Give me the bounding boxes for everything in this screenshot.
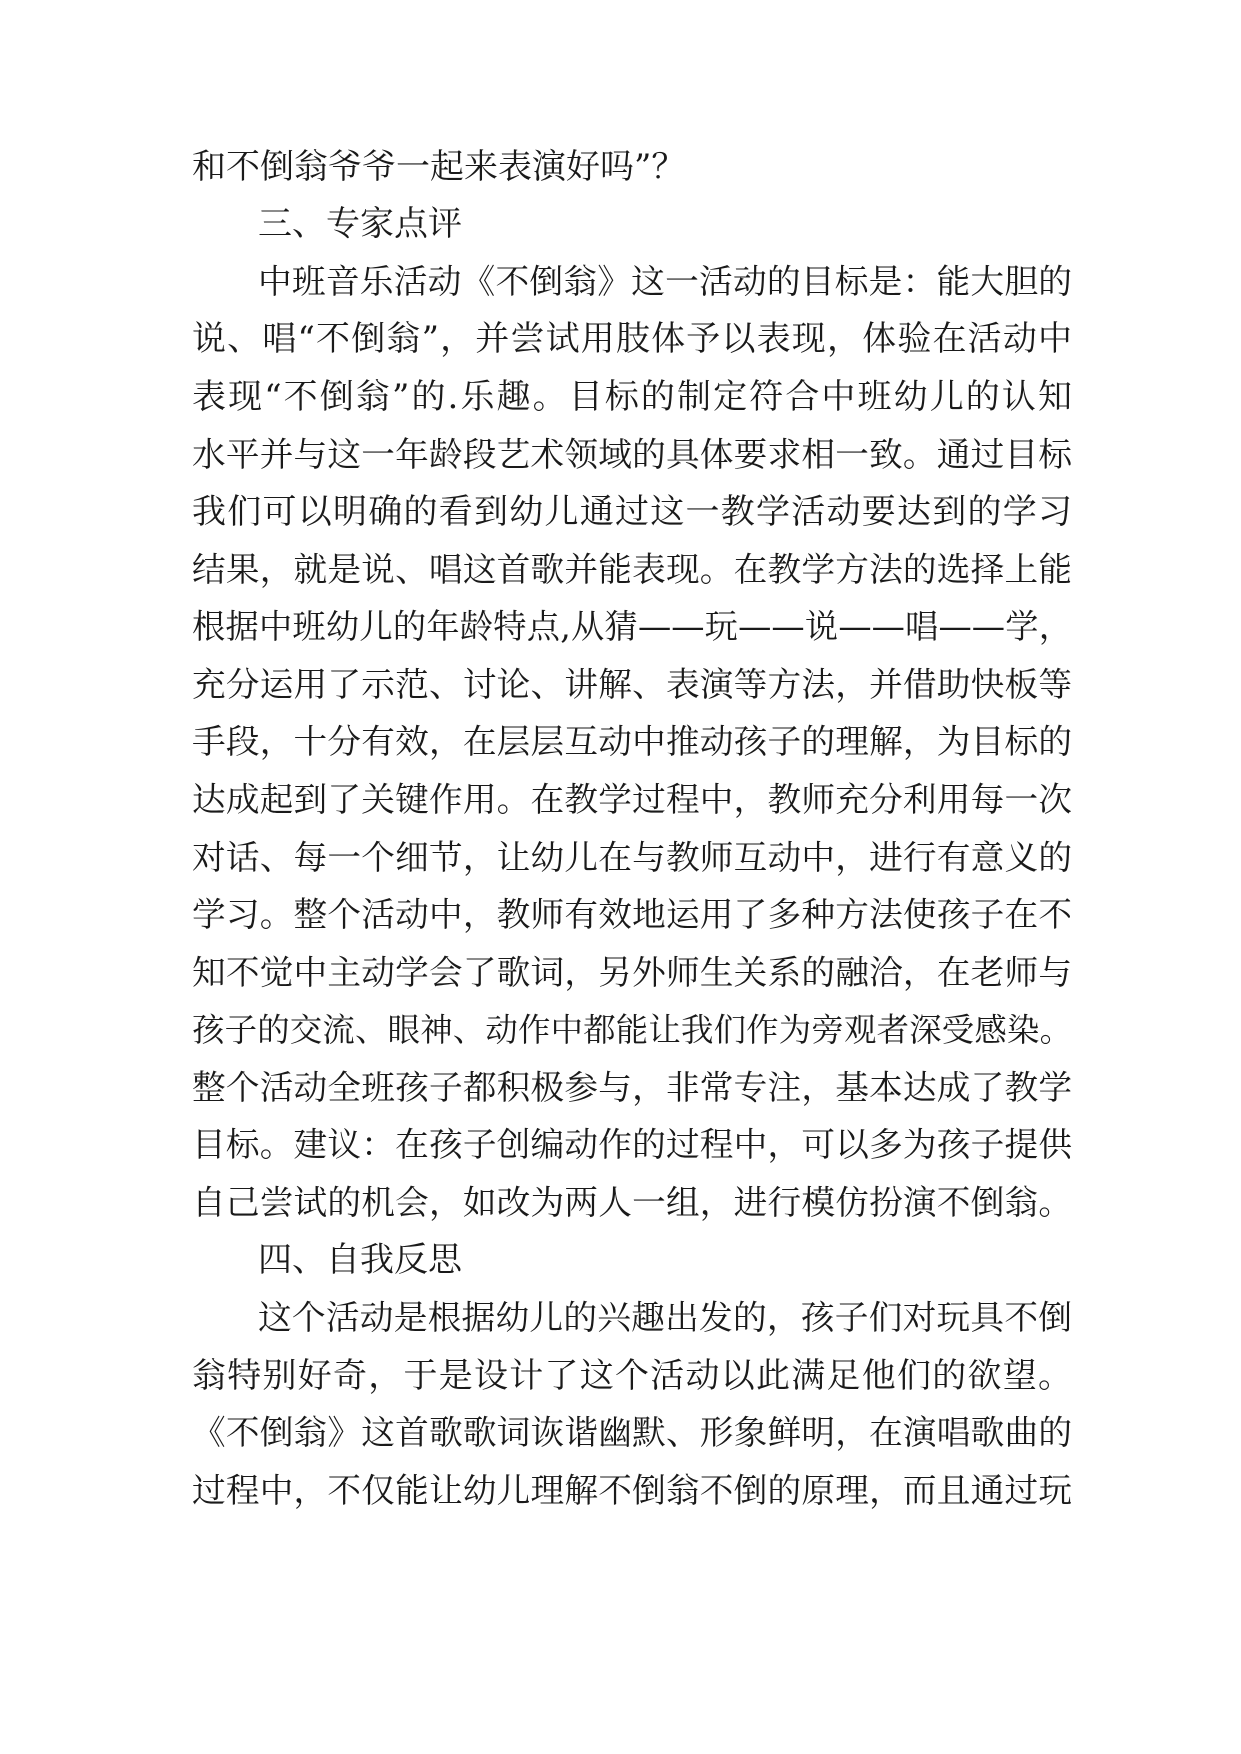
paragraph-line: 自己尝试的机会，如改为两人一组，进行模仿扮演不倒翁。 [192, 1183, 1072, 1222]
paragraph-line: 充分运用了示范、讨论、讲解、表演等方法，并借助快板等 [192, 665, 1072, 704]
paragraph-line: 对话、每一个细节，让幼儿在与教师互动中，进行有意义的 [192, 838, 1072, 877]
paragraph-line: 手段，十分有效，在层层互动中推动孩子的理解，为目标的 [192, 722, 1072, 761]
paragraph-line: 过程中，不仅能让幼儿理解不倒翁不倒的原理，而且通过玩 [192, 1471, 1072, 1510]
paragraph-line: 翁特别好奇，于是设计了这个活动以此满足他们的欲望。 [192, 1356, 1072, 1396]
paragraph-line: 说、唱“不倒翁”，并尝试用肢体予以表现，体验在活动中 [192, 319, 1072, 359]
paragraph-line: 《不倒翁》这首歌歌词诙谐幽默、形象鲜明，在演唱歌曲的 [192, 1413, 1072, 1452]
paragraph-line: 表现“不倒翁”的.乐趣。目标的制定符合中班幼儿的认知 [192, 377, 1072, 417]
paragraph-line: 和不倒翁爷爷一起来表演好吗”？ [192, 147, 686, 187]
section-heading-self-reflection: 四、自我反思 [258, 1240, 462, 1280]
section-heading-expert-review: 三、专家点评 [258, 204, 462, 244]
paragraph-line: 孩子的交流、眼神、动作中都能让我们作为旁观者深受感染。 [192, 1011, 1072, 1049]
paragraph-line: 水平并与这一年龄段艺术领域的具体要求相一致。通过目标 [192, 435, 1072, 474]
paragraph-line: 我们可以明确的看到幼儿通过这一教学活动要达到的学习 [192, 492, 1072, 532]
paragraph-line: 整个活动全班孩子都积极参与，非常专注，基本达成了教学 [192, 1068, 1072, 1107]
paragraph-line: 结果，就是说、唱这首歌并能表现。在教学方法的选择上能 [192, 550, 1072, 589]
paragraph-line: 知不觉中主动学会了歌词，另外师生关系的融洽，在老师与 [192, 953, 1072, 992]
paragraph-line: 根据中班幼儿的年龄特点,从猜——玩——说——唱——学， [192, 607, 1072, 646]
paragraph-line: 目标。建议：在孩子创编动作的过程中，可以多为孩子提供 [192, 1125, 1072, 1164]
paragraph-line: 中班音乐活动《不倒翁》这一活动的目标是：能大胆的 [258, 262, 1072, 301]
paragraph-line: 这个活动是根据幼儿的兴趣出发的，孩子们对玩具不倒 [258, 1298, 1072, 1337]
paragraph-line: 学习。整个活动中，教师有效地运用了多种方法使孩子在不 [192, 895, 1072, 934]
paragraph-line: 达成起到了关键作用。在教学过程中，教师充分利用每一次 [192, 780, 1072, 819]
